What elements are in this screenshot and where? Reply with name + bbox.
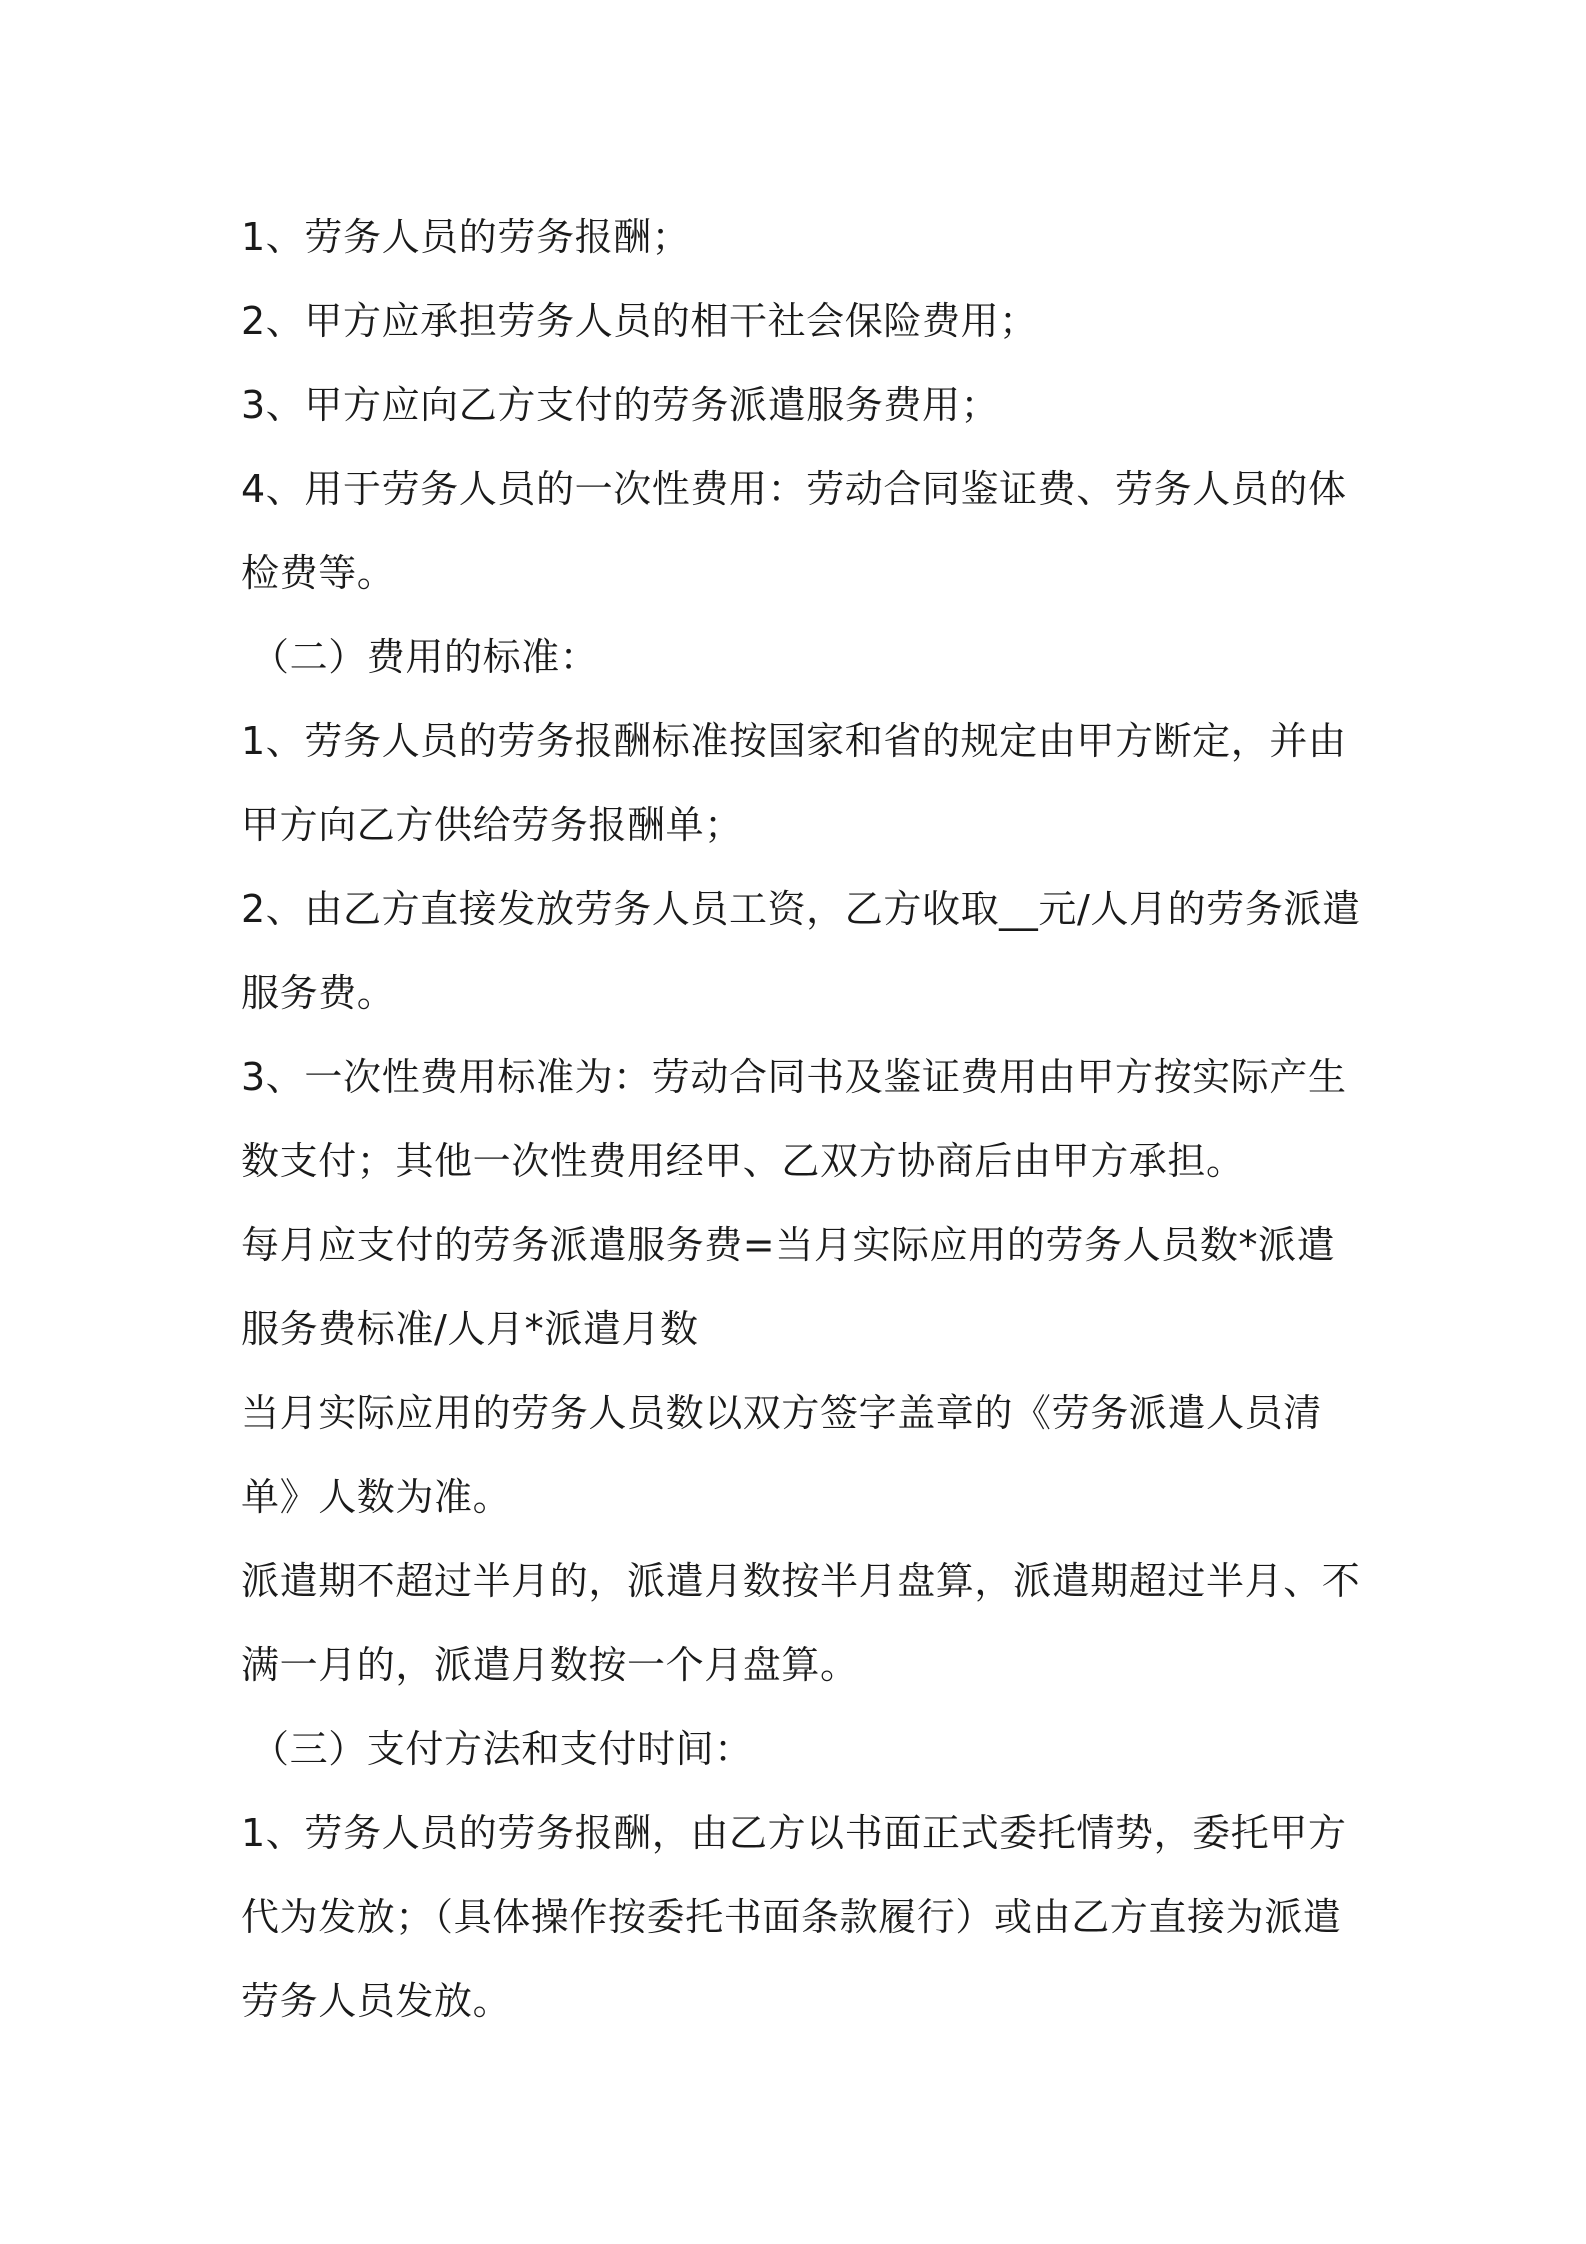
list-item-payment-remuneration: 1、劳务人员的劳务报酬，由乙方以书面正式委托情势，委托甲方代为发放；（具体操作按委托书面条款履行）或由乙方直接为派遣劳务人员发放。 — [241, 1811, 1347, 2023]
formula-monthly-fee: 每月应支付的劳务派遣服务费=当月实际应用的劳务人员数*派遣服务费标准/人月*派遣月数 — [241, 1223, 1336, 1351]
list-item-remuneration-standard: 1、劳务人员的劳务报酬标准按国家和省的规定由甲方断定，并由甲方向乙方供给劳务报酬单； — [241, 719, 1347, 847]
paragraph-headcount-basis: 当月实际应用的劳务人员数以双方签字盖章的《劳务派遣人员清单》人数为准。 — [241, 1391, 1322, 1519]
list-item-one-time-fee-standard: 3、一次性费用标准为：劳动合同书及鉴证费用由甲方按实际产生数支付；其他一次性费用经甲、乙双方协商后由甲方承担。 — [241, 1055, 1347, 1183]
list-item-one-time-fees: 4、用于劳务人员的一次性费用：劳动合同鉴证费、劳务人员的体检费等。 — [241, 467, 1347, 595]
list-item-social-insurance: 2、甲方应承担劳务人员的相干社会保险费用； — [241, 299, 1038, 343]
list-item-remuneration: 1、劳务人员的劳务报酬； — [241, 215, 691, 259]
paragraph-dispatch-months: 派遣期不超过半月的，派遣月数按半月盘算，派遣期超过半月、不满一月的，派遣月数按一个月盘算。 — [241, 1559, 1361, 1687]
document-body — [241, 195, 1361, 2043]
section-heading-payment-method: （三）支付方法和支付时间： — [251, 1727, 753, 1771]
list-item-salary-payment: 2、由乙方直接发放劳务人员工资，乙方收取__元/人月的劳务派遣服务费。 — [241, 887, 1361, 1015]
list-item-dispatch-service-fee: 3、甲方应向乙方支付的劳务派遣服务费用； — [241, 383, 1000, 427]
section-heading-fee-standard: （二）费用的标准： — [251, 635, 599, 679]
